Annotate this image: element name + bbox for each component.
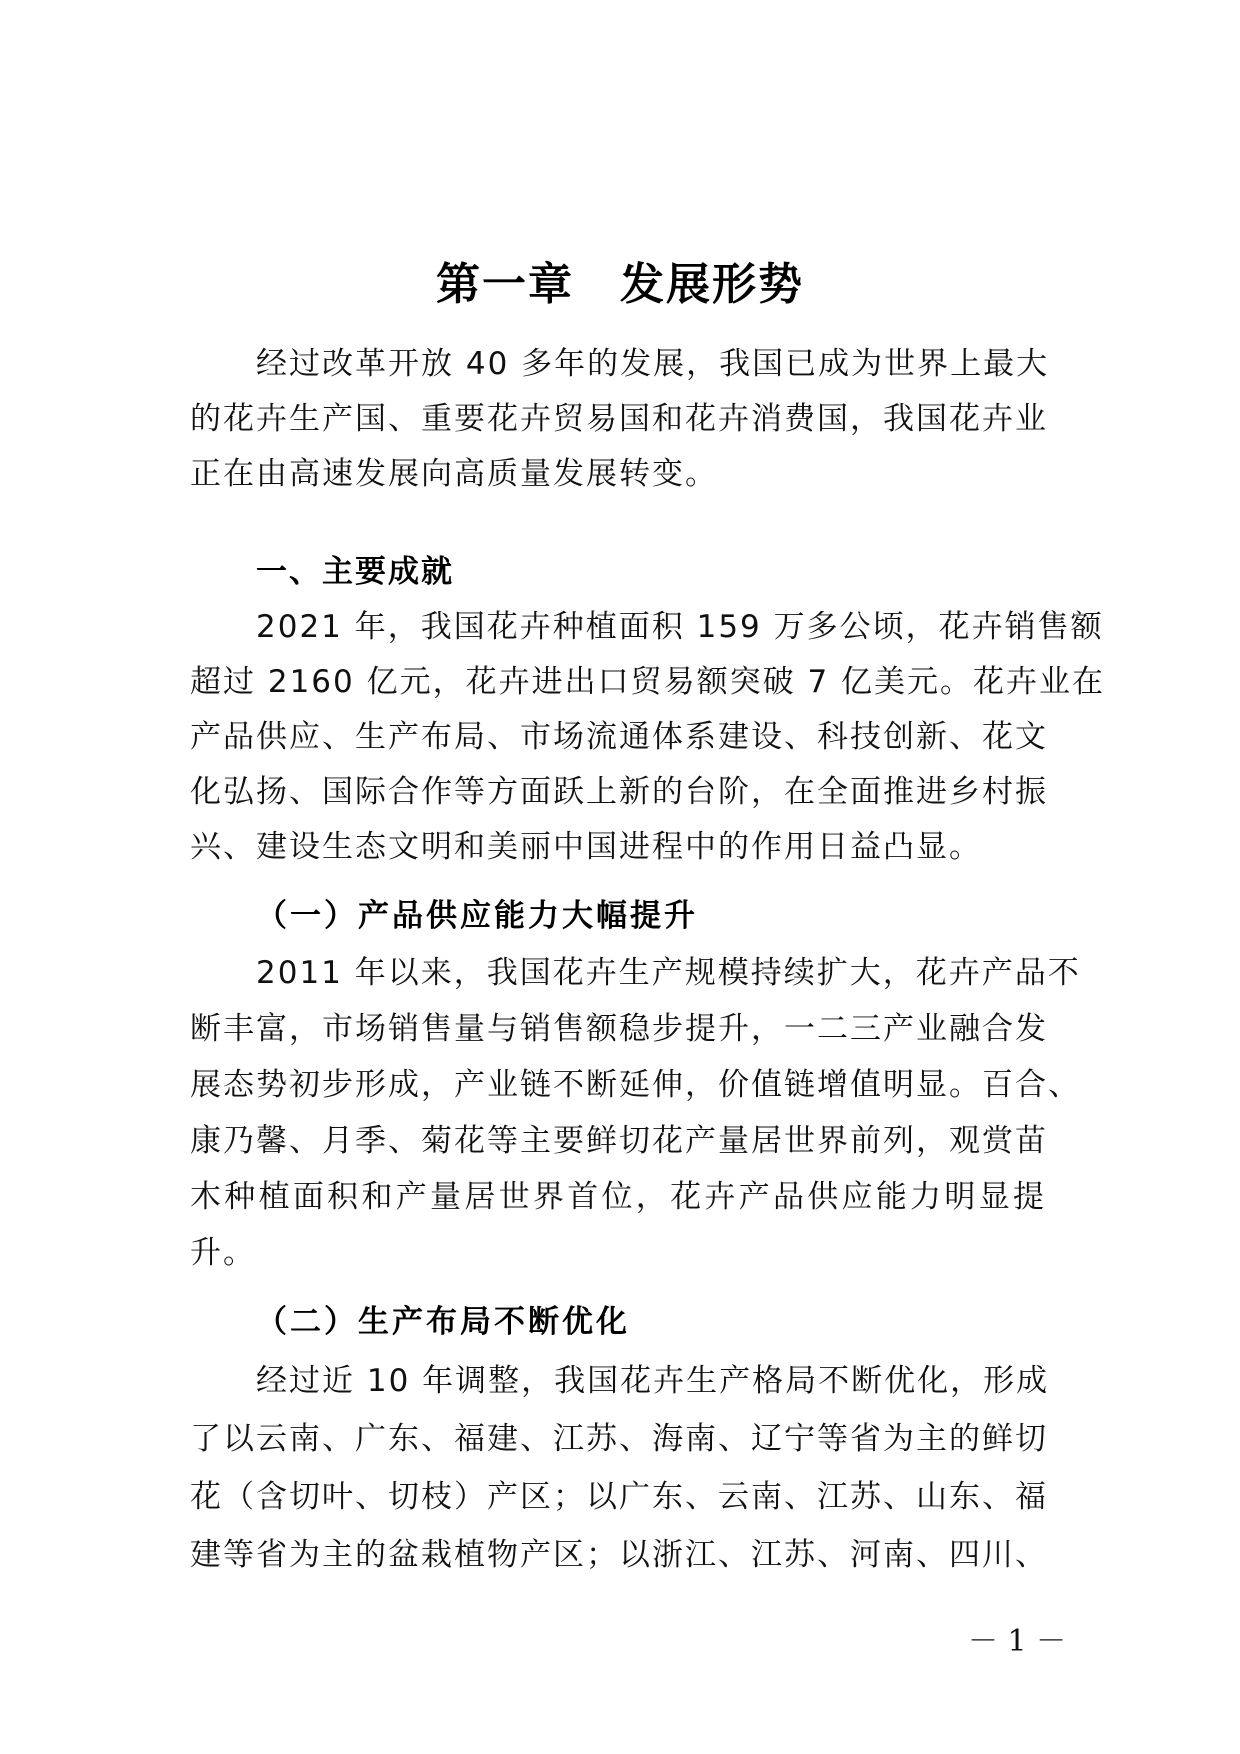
subsection1-line: 断丰富，市场销售量与销售额稳步提升，一二三产业融合发 (190, 1011, 1048, 1047)
subsection1-line: 康乃馨、月季、菊花等主要鲜切花产量居世界前列，观赏苗 (190, 1123, 1048, 1159)
subsection2-line: 花（含切叶、切枝）产区；以广东、云南、江苏、山东、福 (190, 1479, 1048, 1515)
subsection-heading: （一）产品供应能力大幅提升 (256, 898, 698, 934)
section1-line: 2021 年，我国花卉种植面积 159 万多公顷，花卉销售额 (256, 609, 1104, 645)
section1-line: 超过 2160 亿元，花卉进出口贸易额突破 7 亿美元。花卉业在 (190, 664, 1106, 700)
section1-line: 化弘扬、国际合作等方面跃上新的台阶，在全面推进乡村振 (190, 774, 1048, 810)
subsection2-line: 经过近 10 年调整，我国花卉生产格局不断优化，形成 (256, 1363, 1050, 1399)
section1-line: 产品供应、生产布局、市场流通体系建设、科技创新、花文 (190, 719, 1048, 755)
subsection1-line: 展态势初步形成，产业链不断延伸，价值链增值明显。百合、 (190, 1067, 1081, 1103)
intro-line: 正在由高速发展向高质量发展转变。 (190, 456, 718, 492)
page-number: － 1 － (968, 1624, 1067, 1659)
intro-line: 的花卉生产国、重要花卉贸易国和花卉消费国，我国花卉业 (190, 401, 1048, 437)
subsection-heading: （二）生产布局不断优化 (256, 1304, 630, 1340)
subsection1-line: 升。 (190, 1235, 256, 1271)
subsection1-line: 木种植面积和产量居世界首位，花卉产品供应能力明显提 (190, 1179, 1046, 1215)
section-heading: 一、主要成就 (256, 554, 454, 590)
intro-line: 经过改革开放 40 多年的发展，我国已成为世界上最大 (256, 346, 1050, 382)
subsection2-line: 建等省为主的盆栽植物产区；以浙江、江苏、河南、四川、 (190, 1537, 1048, 1573)
section1-line: 兴、建设生态文明和美丽中国进程中的作用日益凸显。 (190, 829, 982, 865)
subsection1-line: 2011 年以来，我国花卉生产规模持续扩大，花卉产品不 (256, 955, 1081, 991)
chapter-title: 第一章 发展形势 (436, 259, 804, 310)
subsection2-line: 了以云南、广东、福建、江苏、海南、辽宁等省为主的鲜切 (190, 1421, 1048, 1457)
